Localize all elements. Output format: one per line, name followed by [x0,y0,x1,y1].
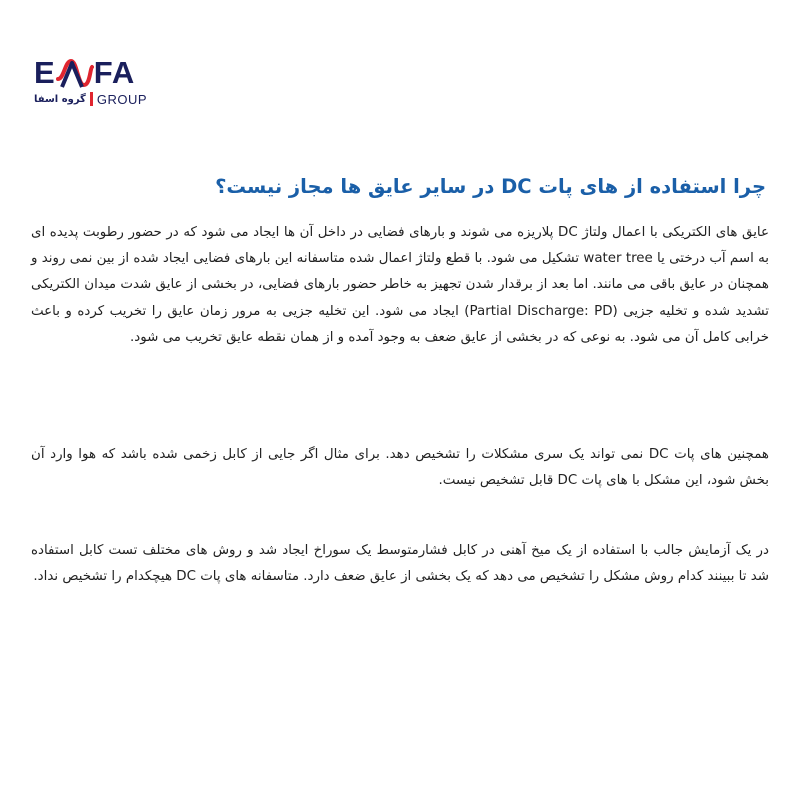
sine-wave-logo-icon [56,57,94,89]
logo-letters-fa: FA [93,55,136,90]
logo-letter-e: E [34,55,56,90]
logo-wordmark [34,56,135,90]
article-paragraph-3: در یک آزمایش جالب با استفاده از یک میخ آهنی در کابل فشارمتوسط یک سوراخ ایجاد شد و روش های مختلف تست کابل استفاده شد تا ببینند کدام روش مشکل را تشخیص می دهد که یک بخشی از عایق ضعف دارد. متاسفانه های پات DC هیچکدام را تشخیص نداد. [31,543,769,585]
logo-persian-name: گروه اسفا [34,93,86,105]
logo-divider [90,92,93,106]
logo-group-text: GROUP [96,91,148,107]
article-paragraph-2: همچنین های پات DC نمی تواند یک سری مشکلات را تشخیص دهد. برای مثال اگر جایی از کابل زخمی شده باشد که هوا وارد آن بخش شود، این مشکل با های پات DC قابل تشخیص نیست. [31,447,769,489]
article-title: چرا استفاده از های پات DC در سایر عایق ها مجاز نیست؟ [215,175,766,198]
logo-subtitle [34,91,147,107]
article-paragraph-1: عایق های الکتریکی با اعمال ولتاژ DC پلاریزه می شوند و بارهای فضایی در داخل آن ها ایجاد می شود که در حضور رطوبت پدیده ای به اسم آب درختی یا water tree تشکیل می شود. با قطع ولتاژ اعمال شده متاسفانه این بارهای فضایی ایجاد شده از بین نمی روند و همچنان در عایق باقی می مانند. اما بعد از برقدار شدن تجهیز به خاطر حضور بارهای فضایی، در بخشی از عایق شدت میدان الکتریکی تشدید شده و تخلیه جزیی (Partial Discharge: PD) ایجاد می شود. این تخلیه جزیی به مرور زمان عایق را تخریب کرده و باعث خرابی کامل آن می شود. به نوعی که در بخشی از عایق ضعف به وجود آمده و از همان نقطه عایق تخریب می شود. [31,225,769,345]
company-logo [34,56,164,108]
